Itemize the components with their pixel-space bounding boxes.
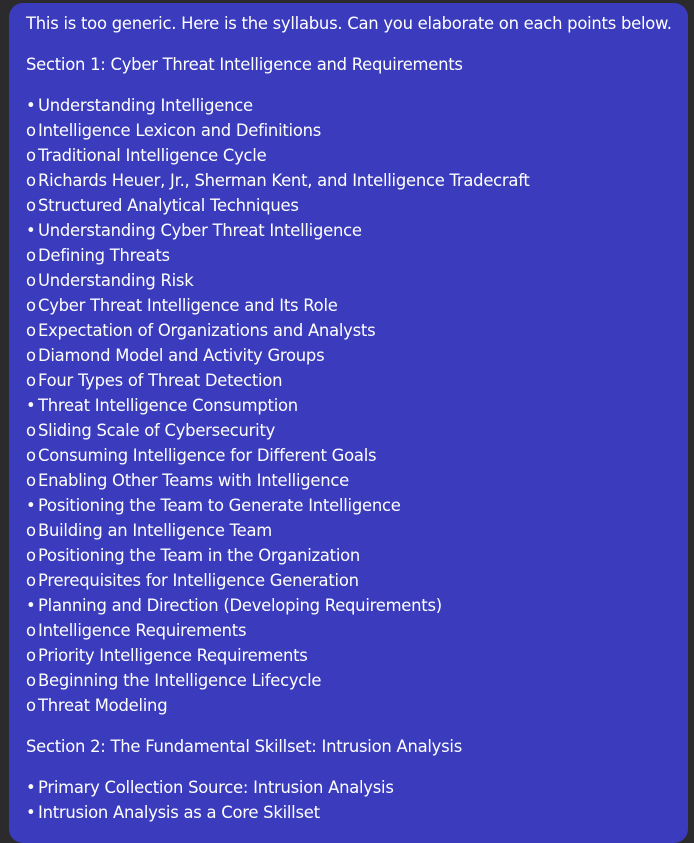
list-item-sub <box>26 318 672 343</box>
list-item-sub <box>26 643 672 668</box>
list-item-sub <box>26 118 672 143</box>
list-marker: o <box>26 521 36 540</box>
list-item-bullet <box>26 393 672 418</box>
list-marker: • <box>26 496 36 515</box>
section-2-list <box>26 775 672 825</box>
list-item-sub <box>26 368 672 393</box>
list-item-text: Four Types of Threat Detection <box>38 371 283 390</box>
list-item-text: Beginning the Intelligence Lifecycle <box>38 671 322 690</box>
list-item-text: Planning and Direction (Developing Requirements) <box>38 596 442 615</box>
list-item-bullet <box>26 775 672 800</box>
list-marker: o <box>26 296 36 315</box>
list-item-text: Consuming Intelligence for Different Goals <box>38 446 377 465</box>
list-item-sub <box>26 568 672 593</box>
list-item-text: Prerequisites for Intelligence Generation <box>38 571 359 590</box>
list-marker: o <box>26 671 36 690</box>
list-marker: • <box>26 803 36 822</box>
list-item-text: Traditional Intelligence Cycle <box>38 146 267 165</box>
list-item-sub <box>26 268 672 293</box>
list-marker: o <box>26 321 36 340</box>
list-marker: o <box>26 346 36 365</box>
list-item-sub <box>26 543 672 568</box>
section-1-list <box>26 93 672 718</box>
list-item-text: Diamond Model and Activity Groups <box>38 346 325 365</box>
list-item-text: Enabling Other Teams with Intelligence <box>38 471 349 490</box>
list-item-text: Positioning the Team to Generate Intelligence <box>38 496 401 515</box>
list-marker: o <box>26 421 36 440</box>
list-marker: o <box>26 146 36 165</box>
list-marker: • <box>26 396 36 415</box>
list-item-sub <box>26 143 672 168</box>
list-marker: o <box>26 246 36 265</box>
list-marker: o <box>26 546 36 565</box>
list-marker: • <box>26 96 36 115</box>
list-item-bullet <box>26 800 672 825</box>
list-item-sub <box>26 418 672 443</box>
list-item-text: Intelligence Lexicon and Definitions <box>38 121 322 140</box>
list-item-sub <box>26 618 672 643</box>
list-item-text: Structured Analytical Techniques <box>38 196 299 215</box>
list-item-text: Cyber Threat Intelligence and Its Role <box>38 296 338 315</box>
list-item-sub <box>26 243 672 268</box>
list-marker: o <box>26 571 36 590</box>
list-marker: o <box>26 696 36 715</box>
list-item-sub <box>26 693 672 718</box>
list-marker: o <box>26 271 36 290</box>
list-item-text: Richards Heuer, Jr., Sherman Kent, and Intelligence Tradecraft <box>38 171 530 190</box>
list-item-sub <box>26 518 672 543</box>
list-item-text: Priority Intelligence Requirements <box>38 646 308 665</box>
section-1-heading: Section 1: Cyber Threat Intelligence and Requirements <box>26 55 463 74</box>
list-marker: o <box>26 646 36 665</box>
list-item-bullet <box>26 93 672 118</box>
list-marker: o <box>26 371 36 390</box>
list-item-sub <box>26 668 672 693</box>
list-item-sub <box>26 293 672 318</box>
list-marker: • <box>26 778 36 797</box>
list-item-text: Understanding Risk <box>38 271 194 290</box>
list-item-text: Building an Intelligence Team <box>38 521 272 540</box>
list-item-text: Understanding Cyber Threat Intelligence <box>38 221 362 240</box>
list-item-text: Sliding Scale of Cybersecurity <box>38 421 276 440</box>
user-message-bubble[interactable] <box>9 3 688 843</box>
list-item-sub <box>26 168 672 193</box>
list-marker: o <box>26 471 36 490</box>
list-item-text: Defining Threats <box>38 246 170 265</box>
message-intro: This is too generic. Here is the syllabus. Can you elaborate on each points below. <box>26 14 672 33</box>
list-item-text: Intrusion Analysis as a Core Skillset <box>38 803 320 822</box>
list-marker: o <box>26 196 36 215</box>
list-item-bullet <box>26 593 672 618</box>
list-item-text: Threat Intelligence Consumption <box>38 396 298 415</box>
list-item-text: Expectation of Organizations and Analysts <box>38 321 376 340</box>
list-marker: o <box>26 121 36 140</box>
list-marker: o <box>26 171 36 190</box>
section-2-heading: Section 2: The Fundamental Skillset: Intrusion Analysis <box>26 737 463 756</box>
list-item-bullet <box>26 493 672 518</box>
list-item-text: Positioning the Team in the Organization <box>38 546 361 565</box>
list-item-bullet <box>26 218 672 243</box>
list-item-text: Primary Collection Source: Intrusion Analysis <box>38 778 394 797</box>
list-item-text: Intelligence Requirements <box>38 621 247 640</box>
list-marker: • <box>26 596 36 615</box>
list-item-text: Threat Modeling <box>38 696 168 715</box>
list-marker: o <box>26 446 36 465</box>
list-item-sub <box>26 343 672 368</box>
list-marker: • <box>26 221 36 240</box>
list-item-text: Understanding Intelligence <box>38 96 253 115</box>
list-marker: o <box>26 621 36 640</box>
list-item-sub <box>26 193 672 218</box>
list-item-sub <box>26 443 672 468</box>
list-item-sub <box>26 468 672 493</box>
